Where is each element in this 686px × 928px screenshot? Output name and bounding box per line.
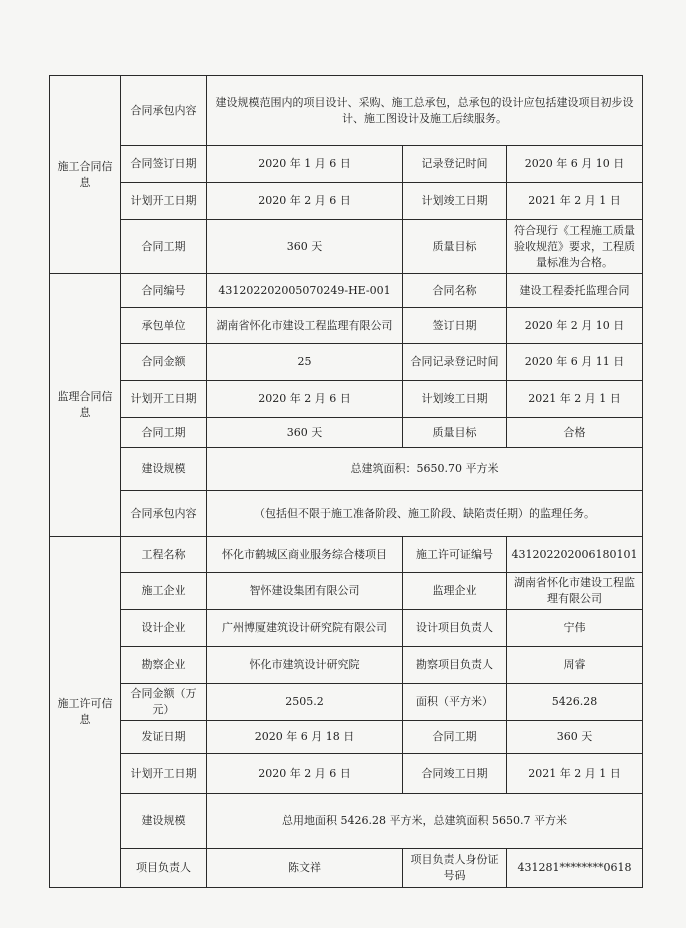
sc-scope-label: 合同承包内容 (121, 491, 207, 537)
table-row (50, 754, 643, 794)
cp-duration-value: 360 天 (507, 721, 643, 754)
sc-scale-value: 总建筑面积：5650.70 平方米 (207, 448, 643, 491)
table-row (50, 344, 643, 381)
table-row (50, 573, 643, 610)
cc-quality-value: 符合现行《工程施工质量验收规范》要求，工程质量标准为合格。 (507, 220, 643, 274)
table-row (50, 610, 643, 647)
sc-quality-value: 合格 (507, 418, 643, 448)
sc-amount-label: 合同金额 (121, 344, 207, 381)
cp-scale-value: 总用地面积 5426.28 平方米，总建筑面积 5650.7 平方米 (207, 794, 643, 849)
cp-issue-date-label: 发证日期 (121, 721, 207, 754)
table-row (50, 274, 643, 308)
cp-design-lead-value: 宁伟 (507, 610, 643, 647)
cp-designer-value: 广州博厦建筑设计研究院有限公司 (207, 610, 403, 647)
sc-plan-finish-label: 计划竣工日期 (403, 381, 507, 418)
sc-number-value: 431202202005070249-HE-001 (207, 274, 403, 308)
table-row (50, 448, 643, 491)
cc-record-time-label: 记录登记时间 (403, 146, 507, 183)
table-row (50, 721, 643, 754)
table-row (50, 220, 643, 274)
sc-sign-date-value: 2020 年 2 月 10 日 (507, 308, 643, 344)
cp-amount-value: 2505.2 (207, 684, 403, 721)
cp-project-name-label: 工程名称 (121, 537, 207, 573)
cp-permit-no-value: 431202202006180101 (507, 537, 643, 573)
construction-contract-group-label: 施工合同信息 (50, 76, 121, 274)
cc-record-time-value: 2020 年 6 月 10 日 (507, 146, 643, 183)
cc-sign-date-label: 合同签订日期 (121, 146, 207, 183)
cp-builder-label: 施工企业 (121, 573, 207, 610)
cp-survey-label: 勘察企业 (121, 647, 207, 684)
cp-project-name-value: 怀化市鹤城区商业服务综合楼项目 (207, 537, 403, 573)
cp-plan-start-label: 计划开工日期 (121, 754, 207, 794)
cp-builder-value: 智怀建设集团有限公司 (207, 573, 403, 610)
cp-survey-lead-label: 勘察项目负责人 (403, 647, 507, 684)
cc-plan-finish-value: 2021 年 2 月 1 日 (507, 183, 643, 220)
construction-permit-group-label: 施工许可信息 (50, 537, 121, 888)
table-row (50, 308, 643, 344)
supervision-contract-group-label: 监理合同信息 (50, 274, 121, 537)
cp-area-value: 5426.28 (507, 684, 643, 721)
sc-duration-value: 360 天 (207, 418, 403, 448)
sc-duration-label: 合同工期 (121, 418, 207, 448)
cc-plan-start-label: 计划开工日期 (121, 183, 207, 220)
sc-contractor-label: 承包单位 (121, 308, 207, 344)
cc-duration-value: 360 天 (207, 220, 403, 274)
table-row (50, 794, 643, 849)
cp-survey-value: 怀化市建筑设计研究院 (207, 647, 403, 684)
sc-plan-start-label: 计划开工日期 (121, 381, 207, 418)
cp-manager-label: 项目负责人 (121, 849, 207, 888)
cp-scale-label: 建设规模 (121, 794, 207, 849)
table-row (50, 418, 643, 448)
sc-scope-value: （包括但不限于施工准备阶段、施工阶段、缺陷责任期）的监理任务。 (207, 491, 643, 537)
table-row (50, 381, 643, 418)
cc-quality-label: 质量目标 (403, 220, 507, 274)
cc-scope-value: 建设规模范围内的项目设计、采购、施工总承包，总承包的设计应包括建设项目初步设计、施工图设计及施工后续服务。 (207, 76, 643, 146)
sc-contractor-value: 湖南省怀化市建设工程监理有限公司 (207, 308, 403, 344)
cc-duration-label: 合同工期 (121, 220, 207, 274)
cp-duration-label: 合同工期 (403, 721, 507, 754)
sc-record-time-label: 合同记录登记时间 (403, 344, 507, 381)
cp-amount-label: 合同金额（万元） (121, 684, 207, 721)
cp-manager-id-label: 项目负责人身份证号码 (403, 849, 507, 888)
cp-manager-value: 陈文祥 (207, 849, 403, 888)
cp-issue-date-value: 2020 年 6 月 18 日 (207, 721, 403, 754)
table-row (50, 849, 643, 888)
sc-number-label: 合同编号 (121, 274, 207, 308)
cp-finish-value: 2021 年 2 月 1 日 (507, 754, 643, 794)
table-row (50, 146, 643, 183)
sc-name-value: 建设工程委托监理合同 (507, 274, 643, 308)
cp-permit-no-label: 施工许可证编号 (403, 537, 507, 573)
cp-supervisor-label: 监理企业 (403, 573, 507, 610)
sc-plan-finish-value: 2021 年 2 月 1 日 (507, 381, 643, 418)
sc-name-label: 合同名称 (403, 274, 507, 308)
cp-design-lead-label: 设计项目负责人 (403, 610, 507, 647)
sc-sign-date-label: 签订日期 (403, 308, 507, 344)
table-row (50, 491, 643, 537)
table-row (50, 537, 643, 573)
cp-designer-label: 设计企业 (121, 610, 207, 647)
cc-sign-date-value: 2020 年 1 月 6 日 (207, 146, 403, 183)
cp-finish-label: 合同竣工日期 (403, 754, 507, 794)
cp-plan-start-value: 2020 年 2 月 6 日 (207, 754, 403, 794)
sc-plan-start-value: 2020 年 2 月 6 日 (207, 381, 403, 418)
cp-supervisor-value: 湖南省怀化市建设工程监理有限公司 (507, 573, 643, 610)
table-row (50, 684, 643, 721)
sc-scale-label: 建设规模 (121, 448, 207, 491)
table-row (50, 183, 643, 220)
cc-scope-label: 合同承包内容 (121, 76, 207, 146)
cc-plan-start-value: 2020 年 2 月 6 日 (207, 183, 403, 220)
sc-quality-label: 质量目标 (403, 418, 507, 448)
cp-survey-lead-value: 周睿 (507, 647, 643, 684)
project-info-table (49, 75, 643, 888)
table-row (50, 76, 643, 146)
table-row (50, 647, 643, 684)
sc-record-time-value: 2020 年 6 月 11 日 (507, 344, 643, 381)
cp-manager-id-value: 431281********0618 (507, 849, 643, 888)
sc-amount-value: 25 (207, 344, 403, 381)
cp-area-label: 面积（平方米） (403, 684, 507, 721)
cc-plan-finish-label: 计划竣工日期 (403, 183, 507, 220)
